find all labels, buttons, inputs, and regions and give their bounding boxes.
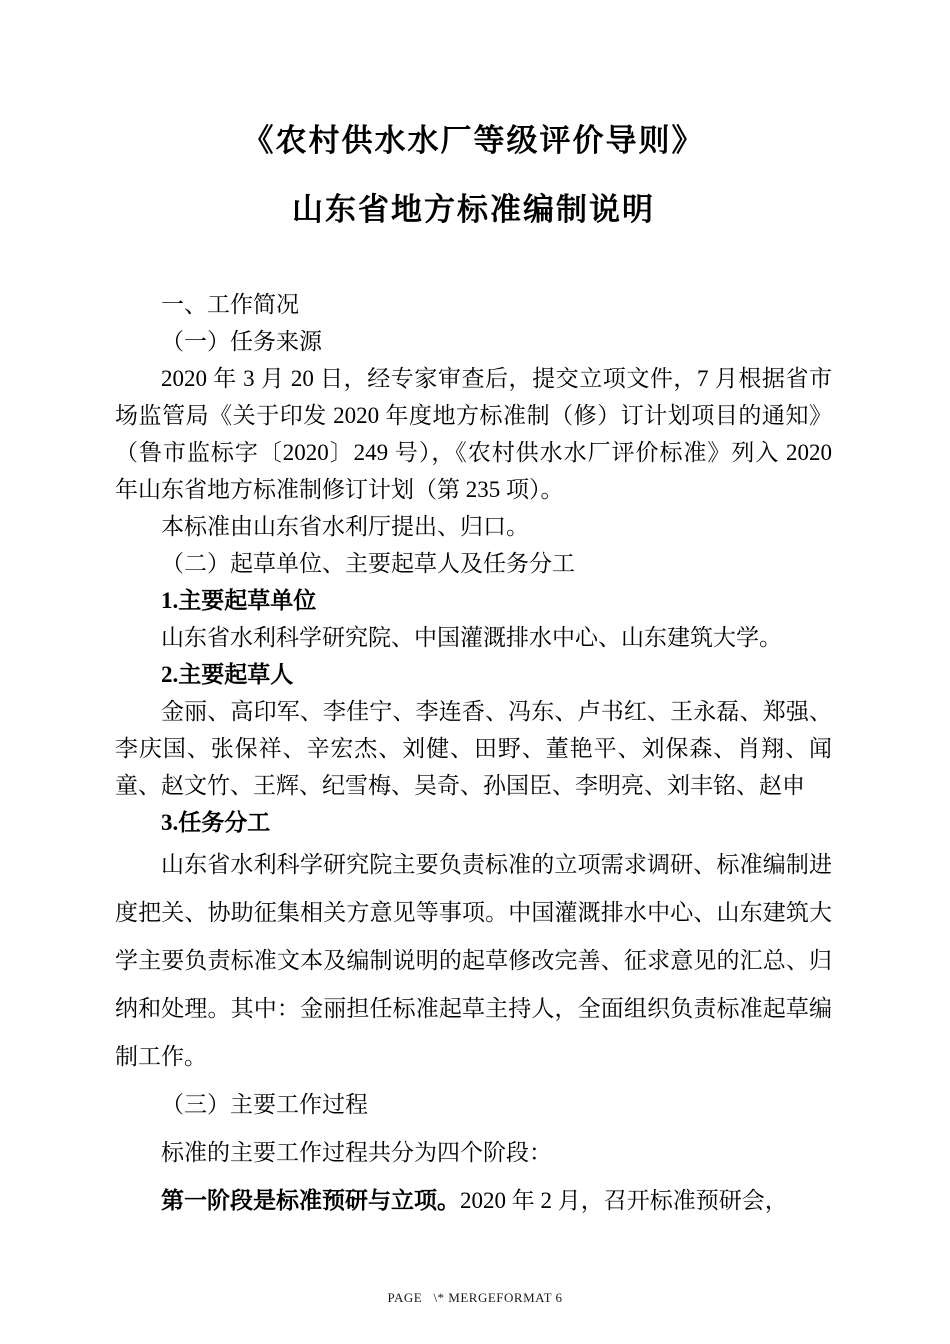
paragraph-task-division: 山东省水利科学研究院主要负责标准的立项需求调研、标准编制进度把关、协助征集相关方意见等事项。中国灌溉排水中心、山东建筑大学主要负责标准文本及编制说明的起草修改完善、征求意见的汇总、归纳和处理。其中：金丽担任标准起草主持人，全面组织负责标准起草编制工作。 <box>115 852 832 1070</box>
heading-main-drafting-unit: 1.主要起草单位 <box>161 588 317 614</box>
paragraph-drafting-units: 山东省水利科学研究院、中国灌溉排水中心、山东建筑大学。 <box>161 625 782 651</box>
paragraph-work-stages-intro: 标准的主要工作过程共分为四个阶段： <box>161 1140 552 1166</box>
heading-drafting-units-and-people: （二）起草单位、主要起草人及任务分工 <box>161 551 575 577</box>
heading-task-source: （一）任务来源 <box>161 329 322 355</box>
paragraph-stage-one-bold-run: 第一阶段是标准预研与立项。 <box>161 1188 460 1214</box>
document-title-line1: 《农村供水水厂等级评价导则》 <box>242 123 705 158</box>
heading-task-division: 3.任务分工 <box>161 810 271 836</box>
heading-main-drafters: 2.主要起草人 <box>161 662 294 688</box>
paragraph-drafter-names: 金丽、高印军、李佳宁、李连香、冯东、卢书红、王永磊、郑强、李庆国、张保祥、辛宏杰、刘健、田野、董艳平、刘保森、肖翔、闻童、赵文竹、王辉、纪雪梅、吴奇、孙国臣、李明亮、刘丰铭、赵申 <box>115 699 832 799</box>
heading-main-work-process: （三）主要工作过程 <box>161 1092 368 1118</box>
paragraph-project-approval: 2020 年 3 月 20 日，经专家审查后，提交立项文件，7 月根据省市场监管局《关于印发 2020 年度地方标准制（修）订计划项目的通知》（鲁市监标字〔2020〕249 号），《农村供水水厂评价标准》列入 2020 年山东省地方标准制修订计划（第 235 项）。 <box>115 366 832 503</box>
paragraph-proposed-by: 本标准由山东省水利厅提出、归口。 <box>161 514 529 540</box>
document-title-line2: 山东省地方标准编制说明 <box>292 192 655 228</box>
paragraph-stage-one-normal-run: 2020 年 2 月，召开标准预研会， <box>460 1188 788 1214</box>
paragraph-stage-one <box>115 1177 832 1225</box>
page-number-field: PAGE \* MERGEFORMAT 6 <box>387 1290 563 1305</box>
heading-section-one: 一、工作简况 <box>161 292 299 318</box>
